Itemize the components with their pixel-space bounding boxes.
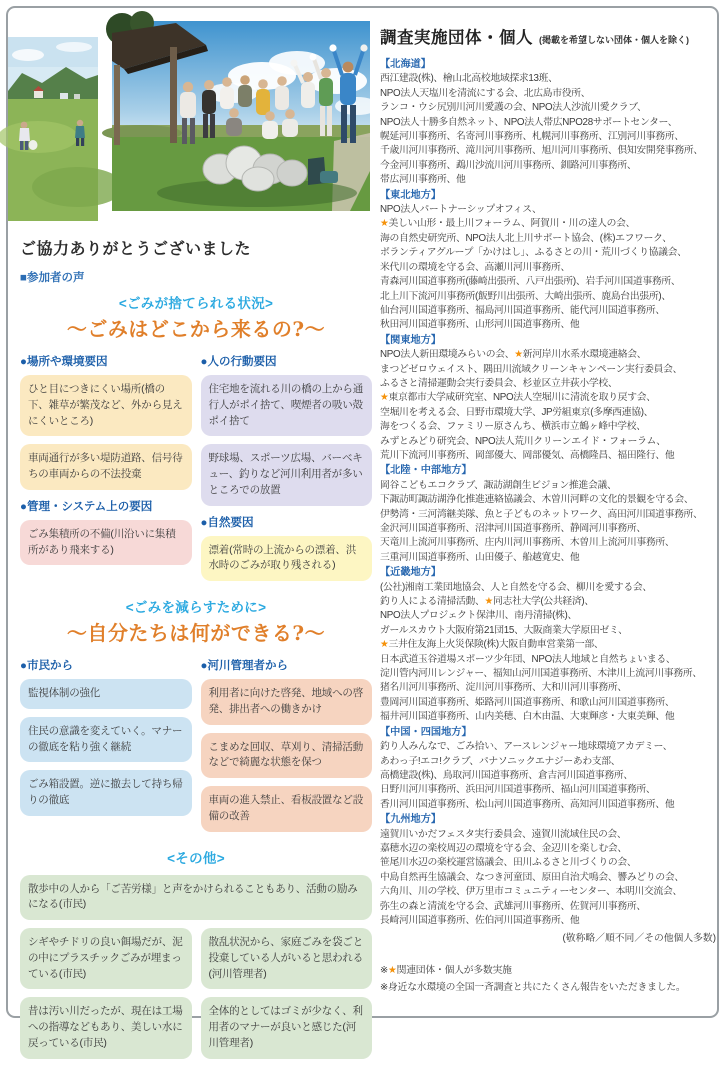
voice-box: 利用者に向けた啓発、地域への啓発、排出者への働きかけ bbox=[201, 679, 373, 725]
org-line: 日野川河川事務所、浜田河川国道事務所、福山河川国道事務所、 bbox=[380, 784, 656, 796]
org-line: NPO法人プロジェクト保津川、南丹清掃(株)、 bbox=[380, 610, 578, 622]
org-line: 空堀川を考える会、日野市環境大学、JP労組東京(多摩西連協)、 bbox=[380, 406, 654, 418]
org-line: ★東京都市大学咸研究室、NPO法人空堀川に清流を取り戻す会、 bbox=[380, 392, 656, 404]
voice-group-heading: ●人の行動要因 bbox=[200, 356, 277, 368]
reduce-col2 bbox=[201, 653, 373, 840]
org-line: 下諏訪町諏訪湖浄化推進連絡協議会、木曽川河畔の文化的景観を守る会、 bbox=[380, 494, 694, 506]
star-icon: ★ bbox=[388, 965, 397, 977]
orgs-credit: (敬称略／順不同／その他個人多数) bbox=[562, 933, 716, 945]
org-line: 猪名川河川事務所、淀川河川事務所、大和川河川事務所、 bbox=[380, 682, 627, 694]
voice-box: 車両通行が多い堤防道路、信号待ちの車両からの不法投棄 bbox=[20, 444, 192, 490]
star-icon: ★ bbox=[514, 349, 523, 361]
org-region-header: 【北海道】 bbox=[380, 59, 431, 70]
others-col1 bbox=[20, 928, 192, 1067]
voice-group-heading: ●市民から bbox=[20, 660, 73, 672]
section-others-title bbox=[20, 847, 372, 867]
org-line: 三重河川国道事務所、山田優子、船越寛史、他 bbox=[380, 551, 580, 563]
orgs-title-note: (掲載を希望しない団体・個人を除く) bbox=[539, 35, 689, 45]
voice-group-heading: ●自然要因 bbox=[200, 516, 254, 529]
voice-box: 野球場、スポーツ広場、バーベキュー、釣りなど河川利用者が多いところでの放置 bbox=[201, 444, 373, 505]
org-region-header: 【近畿地方】 bbox=[380, 567, 442, 579]
voice-box: こまめな回収、草刈り、清掃活動などで綺麗な状態を保つ bbox=[201, 733, 373, 779]
org-line: 釣り人みんなで、ごみ拾い、アースレンジャー地球環境アカデミー、 bbox=[380, 741, 673, 753]
situations-col1 bbox=[20, 349, 192, 573]
right-column bbox=[380, 24, 716, 996]
org-line: 豊岡河川国道事務所、姫路河川国道事務所、和歌山河川国道事務所、 bbox=[380, 696, 675, 708]
org-region bbox=[380, 726, 716, 812]
org-line: 嘉穂水辺の楽校周辺の環境を守る会、金辺川を楽しむ会、 bbox=[380, 842, 627, 854]
org-line: 伊勢湾・三河湾継美隊、魚と子どものネットワーク、高田河川国道事務所、 bbox=[380, 508, 703, 520]
section-situations-main-title: 〜ごみはどこから来るの?〜 bbox=[66, 317, 326, 341]
orgs-title: 調査実施団体・個人 bbox=[380, 29, 533, 47]
note-water-survey: ※身近な水環境の全国一斉調査と共にたくさん報告をいただきました。 bbox=[380, 982, 686, 994]
voice-group-heading: ●管理・システム上の要因 bbox=[20, 500, 153, 513]
voice-box: ひと目につきにくい場所(橋の下、雑草が繁茂など、外から見えにくいところ) bbox=[20, 375, 192, 436]
org-line: 福井河川国道事務所、山内美穂、白木由温、大東輝彦・大東美輝、他 bbox=[380, 711, 675, 723]
org-line: 弥生の森と清流を守る会、武雄河川事務所、佐賀河川事務所、 bbox=[380, 900, 646, 912]
org-line: ★美しい山形・最上川フォーラム、阿賀川・川の達人の会、 bbox=[380, 218, 636, 230]
org-line: まつどゼロウェイスト、隅田川流域クリーンキャンペーン実行委員会、 bbox=[380, 363, 683, 375]
org-line: 秋田河川国道事務所、山形河川国道事務所、他 bbox=[380, 319, 580, 331]
org-line: NPO法人新田環境みらいの会、★新河岸川水系水環境連絡会、 bbox=[380, 349, 647, 361]
org-line: 帯広河川事務所、他 bbox=[380, 174, 466, 186]
org-line: ガールスカウト大阪府第21団15、大阪商業大学原田ゼミ、 bbox=[380, 624, 628, 636]
org-line: NPO法人天塩川を清流にする会、北広島市役所、 bbox=[380, 87, 591, 99]
org-line: 幌延河川事務所、名寄河川事務所、札幌河川事務所、江別河川事務所、 bbox=[380, 131, 684, 143]
org-line: 高橋建設(株)、鳥取河川国道事務所、倉吉河川国道事務所、 bbox=[380, 769, 633, 781]
voice-box-other-full: 散歩中の人から「ご苦労様」と声をかけられることもあり、活動の励みになる(市民) bbox=[20, 875, 372, 921]
reduce-col1 bbox=[20, 653, 192, 824]
org-region bbox=[380, 189, 716, 333]
org-line: 天竜川上流河川事務所、庄内川河川事務所、木曽川上流河川事務所、 bbox=[380, 537, 675, 549]
note-star-groups: ※★関連団体・個人が多数実施 bbox=[380, 965, 512, 977]
section-others-subtitle: <その他> bbox=[167, 850, 225, 866]
voice-box: 住宅地を流れる川の橋の上から通行人がポイ捨て、喫煙者の吸い殻ポイ捨て bbox=[201, 375, 373, 436]
org-line: 淀川管内河川レンジャー、福知山河川国道事務所、木津川上流河川事務所、 bbox=[380, 668, 702, 680]
org-region bbox=[380, 566, 716, 724]
voice-box: 漂着(常時の上流からの漂着、洪水時のごみが取り残される) bbox=[201, 536, 373, 582]
org-line: 釣り人による清掃活動、★同志社大学(公共経済)、 bbox=[380, 596, 594, 608]
org-line: 笹尾川水辺の楽校運営協議会、田川ふるさと川づくりの会、 bbox=[380, 857, 637, 869]
org-line: (公社)湘南工業団地協会、人と自然を守る会、柳川を愛する会、 bbox=[380, 581, 652, 593]
voice-box: 監視体制の強化 bbox=[20, 679, 192, 709]
situations-col2 bbox=[201, 349, 373, 589]
others-col2 bbox=[201, 928, 373, 1067]
voice-box: 車両の進入禁止、看板設置など設備の改善 bbox=[201, 786, 373, 832]
org-line: 千歳川河川事務所、滝川河川事務所、旭川河川事務所、倶知安開発事務所、 bbox=[380, 145, 703, 157]
section-situations-subtitle: <ごみが捨てられる状況> bbox=[118, 296, 274, 311]
org-line: 日本武道玉谷道場スポーツ少年団、NPO法人地域と自然ちょいまる、 bbox=[380, 653, 676, 665]
org-region-header: 【中国・四国地方】 bbox=[380, 726, 472, 738]
voice-box: 住民の意識を変えていく。マナーの徹底を粘り強く継続 bbox=[20, 717, 192, 763]
section-situations-title bbox=[20, 292, 372, 342]
reduce-columns bbox=[20, 653, 372, 840]
orgs-notes bbox=[380, 962, 716, 996]
others-columns bbox=[20, 928, 372, 1067]
org-region-header: 【九州地方】 bbox=[380, 814, 442, 826]
org-line: 遠賀川いかだフェスタ実行委員会、遠賀川流域住民の会、 bbox=[380, 828, 627, 840]
org-line: 米代川の環境を守る会、高瀬川河川事務所、 bbox=[380, 261, 570, 273]
situations-columns bbox=[20, 349, 372, 589]
left-column bbox=[20, 16, 372, 1067]
org-line: NPO法人パートナーシップオフィス、 bbox=[380, 204, 542, 216]
voice-box: ごみ箱設置。逆に撤去して持ち帰りの徹底 bbox=[20, 770, 192, 816]
section-reduce-main-title: 〜自分たちは何ができる?〜 bbox=[66, 621, 326, 645]
participants-voice-label: ■参加者の声 bbox=[20, 272, 85, 284]
report-page bbox=[6, 6, 719, 1049]
org-line: 海をつくる会、ファミリー原さんち、横浜市立鶴ヶ峰中学校、 bbox=[380, 421, 646, 433]
org-line: ボランティアグループ「かけはし」、ふるさとの川・荒川づくり協議会、 bbox=[380, 247, 687, 259]
star-icon: ★ bbox=[380, 392, 389, 404]
org-line: みずとみどり研究会、NPO法人荒川クリーンエイド・フォーラム、 bbox=[380, 435, 666, 447]
org-region-header: 【北陸・中部地方】 bbox=[380, 465, 472, 477]
org-region bbox=[380, 813, 716, 928]
org-line: 海の自然史研究所、NPO法人北上川サポート協会、(株)エフワーク、 bbox=[380, 232, 672, 244]
thanks-title: ご協力ありがとうございました bbox=[20, 241, 252, 258]
org-region bbox=[380, 334, 716, 464]
org-line: 青森河川国道事務所(藤崎出張所、八戸出張所)、岩手河川国道事務所、 bbox=[380, 276, 681, 288]
voice-box: シギやチドリの良い餌場だが、泥の中にプラスチックごみが埋まっている(市民) bbox=[20, 928, 192, 989]
voice-box: 全体的としてはゴミが少なく、利用者のマナーが良いと感じた(河川管理者) bbox=[201, 997, 373, 1058]
org-region bbox=[380, 464, 716, 565]
group-with-trash-bags-photo bbox=[112, 21, 370, 211]
photo-collage bbox=[8, 16, 372, 224]
org-region-header: 【関東地方】 bbox=[380, 334, 442, 346]
org-line: 金沢河川国道事務所、沼津河川国道事務所、静岡河川事務所、 bbox=[380, 523, 646, 534]
org-line: 中島自然再生協議会、なつき河童団、原田自治犬鳴会、響みどりの会、 bbox=[380, 871, 684, 883]
voice-group-heading: ●河川管理者から bbox=[200, 660, 288, 672]
org-region bbox=[380, 58, 716, 188]
voice-box: 散乱状況から、家庭ごみを袋ごと投棄している人がいると思われる(河川管理者) bbox=[201, 928, 373, 989]
org-line: 香川河川国道事務所、松山河川国道事務所、高知河川国道事務所、他 bbox=[380, 798, 675, 810]
org-line: 六角川、川の学校、伊万里市コミュニティーセンター、本明川交流会、 bbox=[380, 886, 682, 898]
org-line: 今金河川事務所、鵡川沙流川河川事務所、釧路河川事務所、 bbox=[380, 159, 637, 171]
field-cleanup-photo bbox=[8, 37, 98, 221]
org-line: 北上川下流河川事務所(飯野川出張所、大崎出張所、鹿島台出張所)、 bbox=[380, 290, 671, 302]
org-line: ランコ・ウシ尻別川河川愛護の会、NPO法人沙流川愛クラブ、 bbox=[380, 102, 647, 114]
orgs-region-list bbox=[380, 58, 716, 928]
star-icon: ★ bbox=[380, 218, 389, 230]
section-reduce-title bbox=[20, 596, 372, 646]
org-line: 西江建設(株)、檜山北高校地域探求13班、 bbox=[380, 73, 558, 85]
org-line: ふるさと清掃運動会実行委員会、杉並区立井荻小学校、 bbox=[380, 377, 618, 389]
org-region-header: 【東北地方】 bbox=[380, 189, 442, 201]
voice-group-heading: ●場所や環境要因 bbox=[20, 356, 108, 368]
org-line: 岡谷こどもエコクラブ、諏訪湖創生ビジョン推進会議、 bbox=[380, 479, 617, 491]
org-line: 仙台河川国道事務所、福島河川国道事務所、能代河川国道事務所、 bbox=[380, 304, 665, 316]
voice-box: ごみ集積所の不備(川沿いに集積所があり飛来する) bbox=[20, 520, 192, 566]
section-reduce-subtitle: <ごみを減らすために> bbox=[125, 600, 267, 615]
org-line: あわっ子!エコ!クラブ、パナソニックエナジーあわ支部、 bbox=[380, 755, 621, 767]
org-line: ★三井住友海上火災保険(株)大阪自動車営業第一部、 bbox=[380, 639, 604, 651]
org-line: NPO法人十勝多自然ネット、NPO法人帯広NPO28サポートセンター、 bbox=[380, 116, 678, 128]
star-icon: ★ bbox=[484, 596, 493, 608]
org-line: 長崎河川国道事務所、佐伯河川国道事務所、他 bbox=[380, 914, 580, 926]
star-icon: ★ bbox=[380, 639, 389, 651]
orgs-title-row bbox=[380, 24, 716, 48]
org-line: 荒川下流河川事務所、岡部優大、岡部優気、高橋隆昌、福田隆行、他 bbox=[380, 449, 675, 461]
voice-box: 昔は汚い川だったが、現在は工場への指導などもあり、美しい水に戻っている(市民) bbox=[20, 997, 192, 1058]
